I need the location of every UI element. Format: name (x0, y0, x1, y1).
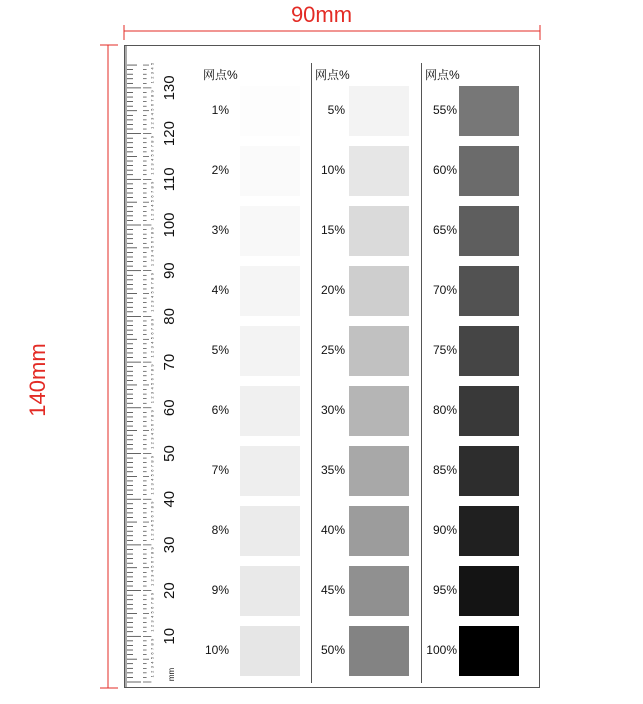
ruler-major-label: 10 (161, 627, 178, 645)
tint-percent-label: 90% (432, 523, 457, 537)
ruler-micro-label: 9 (149, 410, 155, 413)
tint-swatch (459, 206, 519, 256)
ruler-micro-label: 7 (149, 236, 155, 239)
tint-percent-label: 40% (320, 523, 345, 537)
tint-percent-label: 85% (432, 463, 457, 477)
ruler-micro-label: 6 (149, 195, 155, 198)
tint-swatch (240, 566, 300, 616)
ruler-micro-label: 1 (149, 446, 155, 449)
ruler-micro-label: 4 (149, 524, 155, 527)
tint-swatch (349, 446, 409, 496)
ruler-micro-label: 3 (149, 346, 155, 349)
ruler-micro-label: 6 (149, 103, 155, 107)
ruler-micro-label: 9 (149, 90, 155, 93)
ruler-micro-label: 2 (149, 624, 155, 628)
ruler-micro-label: 7 (149, 556, 155, 559)
tint-swatch (349, 146, 409, 196)
column-header: 网点% (315, 68, 350, 82)
tint-percent-label: 45% (320, 583, 345, 597)
tint-percent-label: 4% (211, 283, 229, 297)
ruler-micro-label: 3 (149, 620, 155, 623)
tint-percent-label: 65% (432, 223, 457, 237)
ruler-micro-label: 3 (149, 163, 155, 166)
ruler-micro-label: 5 (149, 291, 155, 294)
ruler-micro-label: 5 (149, 519, 155, 523)
ruler-micro-label: 2 (149, 259, 155, 262)
tint-swatch (459, 386, 519, 436)
ruler-micro-label: 9 (149, 592, 155, 596)
height-dimension-label: 140mm (25, 343, 50, 417)
ruler-micro-label: 4 (149, 67, 155, 70)
ruler-micro-label: 5 (149, 154, 155, 157)
ruler-micro-label: 2 (149, 579, 155, 582)
tint-percent-label: 10% (320, 163, 345, 177)
ruler-major-label: 90 (161, 262, 178, 280)
ruler-micro-label: 4 (149, 570, 155, 573)
tint-swatch (349, 386, 409, 436)
ruler-micro-label: 5 (149, 382, 155, 385)
tint-percent-label: 9% (211, 583, 229, 597)
ruler-micro-label: 3 (149, 117, 155, 120)
tint-percent-label: 5% (327, 103, 345, 117)
ruler-micro-label: 9 (149, 318, 155, 321)
ruler-major-label: 70 (161, 353, 178, 371)
ruler-micro-label: 9 (149, 501, 155, 504)
tint-percent-label: 8% (211, 523, 229, 537)
tint-swatch (349, 86, 409, 136)
column-header: 网点% (203, 68, 238, 82)
ruler-major-label: 50 (161, 445, 178, 462)
tint-swatch (459, 86, 519, 136)
ruler-micro-label: 6 (149, 469, 155, 472)
ruler-micro-label: 4 (149, 250, 155, 253)
tint-percent-label: 5% (211, 343, 229, 357)
tint-swatch (240, 86, 300, 136)
ruler-unit-label: mm (167, 667, 177, 682)
tint-swatch (459, 626, 519, 676)
tint-swatch (240, 506, 300, 556)
ruler-micro-label: 5 (149, 108, 155, 111)
ruler-micro-label: 1 (149, 172, 155, 175)
ruler-micro-label: 5 (149, 428, 155, 431)
ruler-micro-label: 1 (149, 309, 155, 312)
ruler-micro-label: 2 (149, 670, 155, 673)
tint-percent-label: 2% (211, 163, 229, 177)
column-header: 网点% (425, 68, 460, 82)
ruler-micro-label: 1 (149, 583, 155, 587)
ruler-micro-label: 4 (149, 204, 155, 207)
ruler-micro-label: 9 (149, 227, 155, 230)
ruler-micro-label: 3 (149, 71, 155, 75)
ruler-micro-label: 3 (149, 574, 155, 577)
ruler-micro-label: 7 (149, 602, 155, 605)
tint-swatch (349, 206, 409, 256)
ruler-micro-label: 9 (149, 455, 155, 459)
ruler-micro-label: 1 (149, 263, 155, 267)
ruler-micro-label: 3 (149, 300, 155, 303)
ruler-micro-label: 7 (149, 282, 155, 285)
tint-swatch (459, 506, 519, 556)
ruler-micro-label: 2 (149, 350, 155, 353)
ruler-micro-label: 2 (149, 487, 155, 491)
ruler-micro-label: 3 (149, 209, 155, 212)
ruler-micro-label: 1 (149, 126, 155, 130)
tint-percent-label: 20% (320, 283, 345, 297)
ruler-micro-label: 7 (149, 99, 155, 102)
ruler-micro-label: 7 (149, 419, 155, 422)
tint-percent-label: 70% (432, 283, 457, 297)
ruler-micro-label: 1 (149, 355, 155, 358)
tint-swatch (349, 506, 409, 556)
tint-percent-label: 75% (432, 343, 457, 357)
tint-swatch (240, 626, 300, 676)
ruler-major-label: 130 (161, 75, 178, 101)
ruler-micro-label: 8 (149, 506, 155, 509)
ruler-micro-label: 4 (149, 387, 155, 390)
tint-percent-label: 35% (320, 463, 345, 477)
ruler-micro-label: 3 (149, 528, 155, 532)
tint-percent-label: 1% (211, 103, 229, 117)
ruler-micro-label: 5 (149, 474, 155, 477)
tint-swatch (240, 386, 300, 436)
ruler-major-label: 30 (161, 536, 178, 554)
ruler-micro-label: 3 (149, 666, 155, 669)
ruler-micro-label: 6 (149, 286, 155, 289)
ruler-micro-label: 1 (149, 218, 155, 221)
tint-swatch (459, 326, 519, 376)
tint-swatch (349, 326, 409, 376)
ruler-micro-label: 3 (149, 391, 155, 395)
ruler-micro-label: 8 (149, 597, 155, 600)
ruler-micro-label: 9 (149, 273, 155, 276)
ruler-micro-label: 1 (149, 400, 155, 404)
ruler-micro-label: 6 (149, 652, 155, 655)
ruler-micro-label: 8 (149, 277, 155, 280)
ruler-micro-label: 5 (149, 656, 155, 660)
tint-swatch (240, 266, 300, 316)
ruler-micro-label: 8 (149, 414, 155, 417)
ruler-micro-label: 8 (149, 369, 155, 372)
ruler-micro-label: 8 (149, 186, 155, 189)
halftone-chart-card (124, 45, 540, 688)
ruler-micro-label: 1 (149, 675, 155, 678)
ruler-micro-label: 1 (149, 492, 155, 495)
ruler-micro-label: 9 (149, 364, 155, 367)
tint-percent-label: 7% (211, 463, 229, 477)
ruler-micro-label: 4 (149, 661, 155, 664)
tint-percent-label: 55% (432, 103, 457, 117)
ruler-micro-label: 9 (149, 181, 155, 184)
ruler-major-label: 20 (161, 582, 178, 599)
width-dimension-label: 90mm (290, 2, 353, 27)
ruler-micro-label: 8 (149, 231, 155, 235)
ruler-micro-label: 6 (149, 560, 155, 564)
ruler-micro-label: 2 (149, 396, 155, 399)
ruler-micro-label: 6 (149, 241, 155, 244)
tint-percent-label: 10% (204, 643, 229, 657)
ruler-micro-label: 4 (149, 478, 155, 481)
tint-swatch (349, 626, 409, 676)
tint-swatch (459, 566, 519, 616)
ruler-micro-label: 3 (149, 483, 155, 486)
ruler-micro-label: 6 (149, 423, 155, 427)
mm-ruler (125, 46, 185, 687)
ruler-major-label: 80 (161, 308, 178, 325)
ruler-micro-label: 4 (149, 432, 155, 436)
ruler-micro-label: 6 (149, 378, 155, 381)
tint-percent-label: 80% (432, 403, 457, 417)
tint-swatch (349, 266, 409, 316)
tint-swatch (240, 146, 300, 196)
tint-swatch (240, 446, 300, 496)
ruler-micro-label: 1 (149, 538, 155, 541)
ruler-micro-label: 5 (149, 611, 155, 614)
ruler-micro-label: 2 (149, 533, 155, 536)
ruler-micro-label: 9 (149, 135, 155, 139)
ruler-major-label: 60 (161, 399, 178, 417)
ruler-micro-label: 8 (149, 94, 155, 98)
ruler-major-label: 110 (161, 167, 178, 192)
ruler-micro-label: 4 (149, 295, 155, 299)
tint-percent-label: 95% (432, 583, 457, 597)
ruler-micro-label: 8 (149, 460, 155, 463)
tint-percent-label: 30% (320, 403, 345, 417)
ruler-major-label: 40 (161, 490, 178, 508)
ruler-major-label: 120 (161, 121, 178, 147)
ruler-micro-label: 7 (149, 510, 155, 513)
tint-percent-label: 50% (320, 643, 345, 657)
ruler-micro-label: 8 (149, 643, 155, 646)
ruler-micro-label: 6 (149, 332, 155, 335)
ruler-micro-label: 2 (149, 122, 155, 125)
ruler-micro-label: 2 (149, 213, 155, 216)
ruler-micro-label: 3 (149, 254, 155, 257)
ruler-micro-label: 7 (149, 647, 155, 651)
tint-swatch (459, 266, 519, 316)
ruler-micro-label: 5 (149, 62, 155, 66)
tint-swatch (349, 566, 409, 616)
ruler-micro-label: 9 (149, 638, 155, 641)
ruler-micro-label: 3 (149, 437, 155, 440)
ruler-micro-label: 4 (149, 113, 155, 116)
tint-percent-label: 60% (432, 163, 457, 177)
ruler-micro-label: 8 (149, 140, 155, 143)
ruler-micro-label: 5 (149, 245, 155, 248)
tint-swatch (459, 146, 519, 196)
ruler-micro-label: 2 (149, 76, 155, 79)
ruler-micro-label: 4 (149, 341, 155, 344)
ruler-micro-label: 9 (149, 547, 155, 550)
ruler-micro-label: 6 (149, 149, 155, 152)
tint-swatch (240, 326, 300, 376)
ruler-major-label: 100 (161, 212, 178, 238)
ruler-micro-label: 4 (149, 158, 155, 162)
tint-swatch (459, 446, 519, 496)
tint-percent-label: 6% (211, 403, 229, 417)
ruler-micro-label: 4 (149, 615, 155, 619)
ruler-micro-label: 1 (149, 629, 155, 632)
ruler-micro-label: 6 (149, 515, 155, 518)
ruler-micro-label: 2 (149, 305, 155, 308)
ruler-micro-label: 1 (149, 81, 155, 84)
ruler-micro-label: 5 (149, 199, 155, 203)
ruler-micro-label: 2 (149, 167, 155, 171)
ruler-micro-label: 8 (149, 551, 155, 555)
ruler-micro-label: 6 (149, 606, 155, 609)
ruler-micro-label: 8 (149, 323, 155, 326)
ruler-micro-label: 2 (149, 442, 155, 445)
ruler-micro-label: 5 (149, 565, 155, 568)
ruler-micro-label: 7 (149, 327, 155, 331)
ruler-micro-label: 5 (149, 337, 155, 340)
tint-percent-label: 15% (320, 223, 345, 237)
tint-swatch (240, 206, 300, 256)
ruler-micro-label: 7 (149, 145, 155, 148)
ruler-micro-label: 7 (149, 373, 155, 376)
ruler-micro-label: 7 (149, 464, 155, 468)
tint-percent-label: 3% (211, 223, 229, 237)
tint-percent-label: 25% (320, 343, 345, 357)
ruler-micro-label: 7 (149, 190, 155, 194)
tint-percent-label: 100% (426, 643, 457, 657)
